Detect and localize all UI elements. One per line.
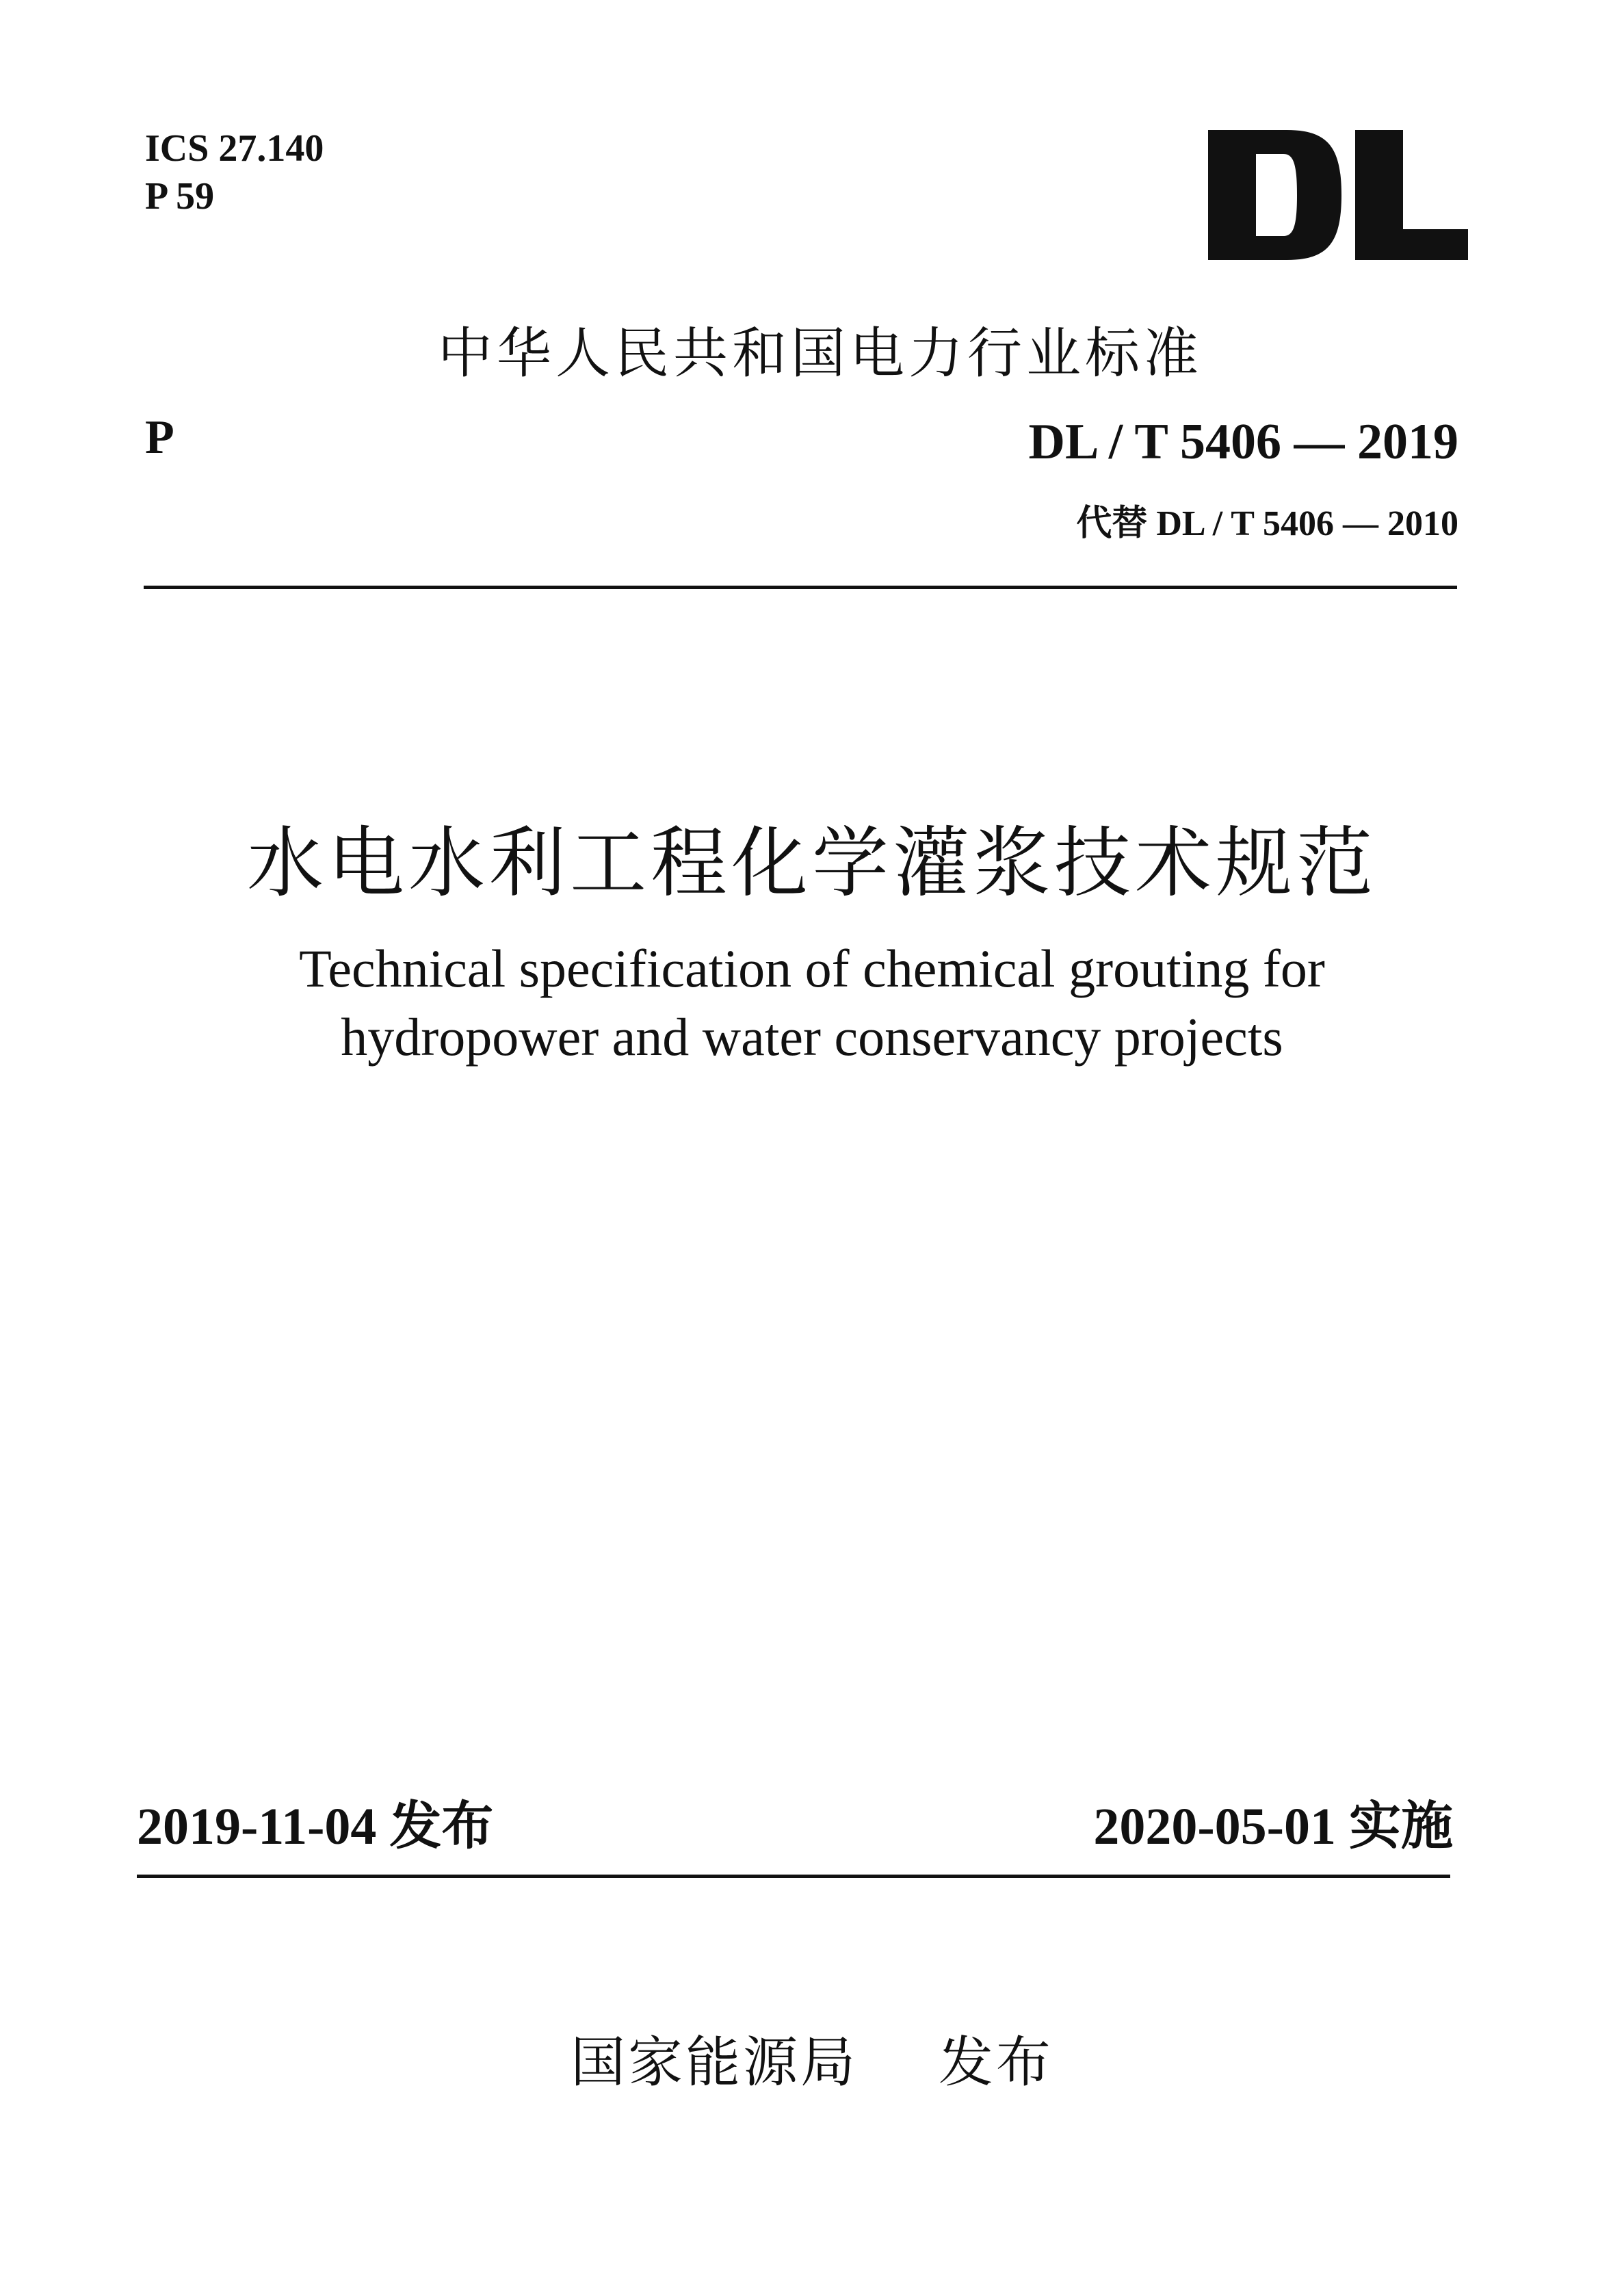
ics-code: ICS 27.140 (145, 127, 324, 170)
issue-date: 2019-11-04 发布 (137, 1798, 494, 1855)
english-title-line-2: hydropower and water conservancy projects (341, 1007, 1283, 1067)
english-title (0, 935, 1624, 1071)
bottom-divider (137, 1875, 1450, 1878)
chinese-title: 水电水利工程化学灌浆技术规范 (247, 822, 1377, 906)
category-letter: P (145, 411, 174, 464)
english-title-line-1: Technical specification of chemical grouting for (299, 939, 1325, 998)
implementation-date: 2020-05-01 实施 (1093, 1798, 1453, 1855)
classification-block (145, 125, 324, 220)
top-divider (144, 586, 1457, 589)
ccs-code: P 59 (145, 175, 215, 218)
standard-code: DL / T 5406 — 2019 (1028, 414, 1458, 470)
dl-logo-letter-l (1355, 130, 1468, 260)
standard-type-title: 中华人民共和国电力行业标准 (438, 322, 1203, 385)
dl-logo (1208, 130, 1468, 260)
publisher: 国家能源局 发布 (571, 2031, 1053, 2094)
dl-logo-letter-d (1208, 130, 1341, 260)
replaces-standard: 代替 DL / T 5406 — 2010 (1076, 504, 1458, 543)
